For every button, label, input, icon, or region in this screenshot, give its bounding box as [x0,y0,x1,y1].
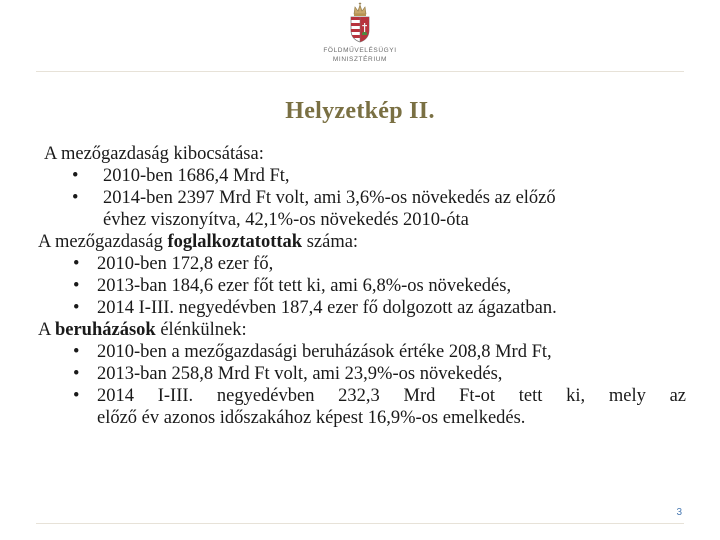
list-item [38,275,690,297]
section-heading-investments [38,319,690,341]
bullet-icon: • [72,166,79,186]
slide-content [38,143,690,429]
list-item [38,165,690,187]
list-item-text: 2010-ben 172,8 ezer fő, [97,254,274,274]
section-heading-text: A [38,320,55,340]
list-item-text: 2010-ben 1686,4 Mrd Ft, [103,166,290,186]
bullet-icon: • [73,276,80,296]
bullet-icon: • [73,254,80,274]
header-divider [36,71,684,72]
list-item-text: 2014 I-III. negyedévben 187,4 ezer fő dolgozott az ágazatban. [97,298,557,318]
list-item-text: előző év azonos időszakához képest 16,9%-os emelkedés. [97,408,526,428]
list-item [38,253,690,275]
ministry-name-line2: MINISZTÉRIUM [332,56,388,63]
list-item-continuation [38,209,690,231]
bullet-icon: • [72,188,79,208]
list-item-text: 2013-ban 184,6 ezer főt tett ki, ami 6,8%-os növekedés, [97,276,512,296]
list-item-text: 2014-ben 2397 Mrd Ft volt, ami 3,6%-os növekedés az előző [103,188,556,208]
slide-title: Helyzetkép II. [285,98,435,124]
ministry-name [300,46,420,64]
section-heading-emphasis: foglalkoztatottak [167,232,303,252]
section-heading-text: A mezőgazdaság kibocsátása: [44,144,264,164]
list-item [38,297,690,319]
page-number: 3 [676,507,682,518]
section-heading-emphasis: beruházások [54,320,156,340]
hungarian-coat-of-arms-icon [346,2,374,44]
list-item-text: 2013-ban 258,8 Mrd Ft volt, ami 23,9%-os növekedés, [97,364,503,384]
section-heading-employment [38,231,690,253]
list-item [38,341,690,363]
list-item-continuation [38,407,690,429]
list-item [38,363,690,385]
list-item [38,187,690,209]
section-heading-text: száma: [302,232,359,252]
bullet-icon: • [73,298,80,318]
section-heading-output [38,143,690,165]
section-heading-text: élénkülnek: [155,320,247,340]
bullet-icon: • [73,342,80,362]
list-item-text: 2010-ben a mezőgazdasági beruházások értéke 208,8 Mrd Ft, [97,342,552,362]
list-item-text: 2014 I-III. negyedévben 232,3 Mrd Ft-ot tett ki, mely az [97,386,686,406]
list-item [38,385,690,407]
section-heading-text: A mezőgazdaság [38,232,168,252]
footer-divider [36,523,684,524]
ministry-name-line1: FÖLDMŰVELÉSÜGYI [323,47,397,54]
bullet-icon: • [73,386,80,406]
bullet-icon: • [73,364,80,384]
list-item-text: évhez viszonyítva, 42,1%-os növekedés 2010-óta [103,210,469,230]
